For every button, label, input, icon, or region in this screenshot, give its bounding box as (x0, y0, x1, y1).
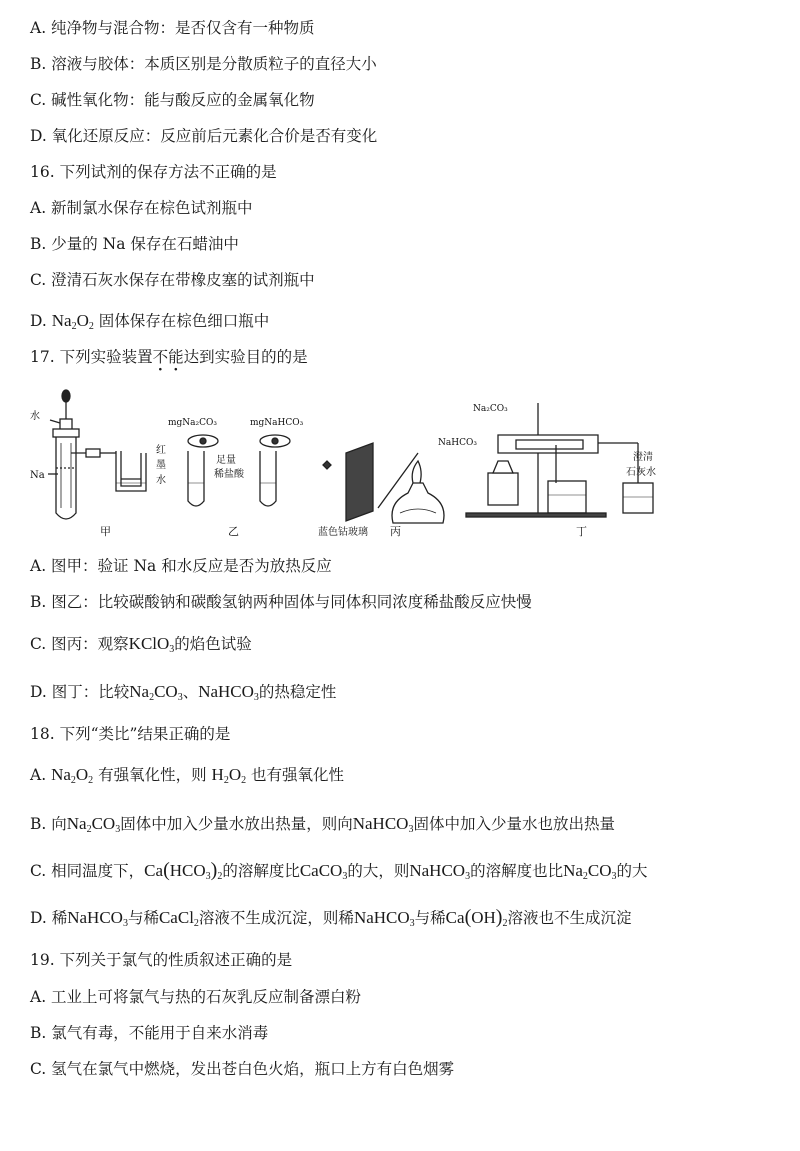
q16-option-d: D. $Na_2O_2$ 固体保存在棕色细口瓶中 (30, 311, 270, 332)
fig-label-na2co3: Na₂CO₃ (473, 404, 508, 414)
fig-caption-yi: 乙 (228, 525, 239, 538)
q15-option-d: D. 氧化还原反应：反应前后元素化合价是否有变化 (30, 127, 378, 145)
q17-stem: 17. 下列实验装置不能达到实验目的的是 (30, 348, 308, 366)
fig-label-enough-1: 足量 (216, 455, 236, 466)
q18-option-d: D. 稀NaHCO$_3$与稀CaCl$_2$溶液不生成沉淀，则稀NaHCO$_3$与稀$Ca(OH)_2$溶液也不生成沉淀 (30, 906, 632, 929)
q15-option-c: C. 碱性氧化物：能与酸反应的金属氧化物 (30, 91, 315, 109)
fig-label-red-ink-2: 墨 (156, 460, 166, 471)
apparatus-jia (48, 390, 146, 519)
apparatus-ding (466, 403, 653, 517)
q16-stem: 16. 下列试剂的保存方法不正确的是 (30, 163, 277, 181)
q19-option-b: B. 氯气有毒，不能用于自来水消毒 (30, 1024, 269, 1042)
fig-label-cobalt-glass: 蓝色钴玻璃 (318, 527, 368, 538)
fig-caption-bing: 丙 (390, 525, 401, 538)
q16-option-b: B. 少量的 Na 保存在石蜡油中 (30, 235, 239, 253)
apparatus-figure (28, 383, 678, 548)
q18-option-b: B. 向$Na_2CO_3$固体中加入少量水放出热量，则向NaHCO$_3$固体中加入少量水也放出热量 (30, 814, 615, 835)
q19-option-c: C. 氢气在氯气中燃烧，发出苍白色火焰，瓶口上方有白色烟雾 (30, 1060, 455, 1078)
q18-option-a: A. $Na_2O_2$ 有强氧化性，则 $H_2O_2$ 也有强氧化性 (30, 765, 345, 786)
q15-option-b: B. 溶液与胶体：本质区别是分散质粒子的直径大小 (30, 55, 377, 73)
q17-option-a: A. 图甲：验证 Na 和水反应是否为放热反应 (30, 557, 332, 575)
q15-option-a: A. 纯净物与混合物：是否仅含有一种物质 (30, 19, 315, 37)
fig-label-red-ink-3: 水 (156, 475, 166, 486)
fig-label-nahco3: NaHCO₃ (438, 438, 477, 448)
q19-stem: 19. 下列关于氯气的性质叙述正确的是 (30, 951, 293, 969)
fig-label-red-ink-1: 红 (156, 445, 166, 456)
fig-caption-jia: 甲 (100, 525, 111, 538)
q17-option-c: C. 图丙：观察KClO$_3$的焰色试验 (30, 634, 252, 655)
q19-option-a: A. 工业上可将氯气与热的石灰乳反应制备漂白粉 (30, 988, 362, 1006)
q16-option-a: A. 新制氯水保存在棕色试剂瓶中 (30, 199, 253, 217)
apparatus-bing (323, 443, 444, 523)
q18-stem: 18. 下列“类比”结果正确的是 (30, 725, 231, 743)
q18-option-c: C. 相同温度下，$Ca(HCO_3)_2$的溶解度比CaCO$_3$的大，则NaHCO$_3$的溶解度也比$Na_2CO_3$的大 (30, 859, 648, 882)
q17-option-d: D. 图丁：比较$Na_2CO_3$、NaHCO$_3$的热稳定性 (30, 682, 337, 703)
q17-option-b: B. 图乙：比较碳酸钠和碳酸氢钠两种固体与同体积同浓度稀盐酸反应快慢 (30, 593, 532, 611)
fig-label-limewater-2: 石灰水 (626, 467, 656, 478)
q16-option-c: C. 澄清石灰水保存在带橡皮塞的试剂瓶中 (30, 271, 315, 289)
fig-label-limewater-1: 澄清 (633, 452, 653, 463)
fig-label-na: Na (30, 470, 45, 481)
fig-label-mg-na2co3: mgNa₂CO₃ (168, 418, 218, 428)
fig-label-enough-2: 稀盐酸 (214, 469, 244, 480)
fig-label-water: 水 (30, 411, 40, 422)
fig-label-mg-nahco3: mgNaHCO₃ (250, 418, 304, 428)
fig-caption-ding: 丁 (576, 525, 587, 538)
